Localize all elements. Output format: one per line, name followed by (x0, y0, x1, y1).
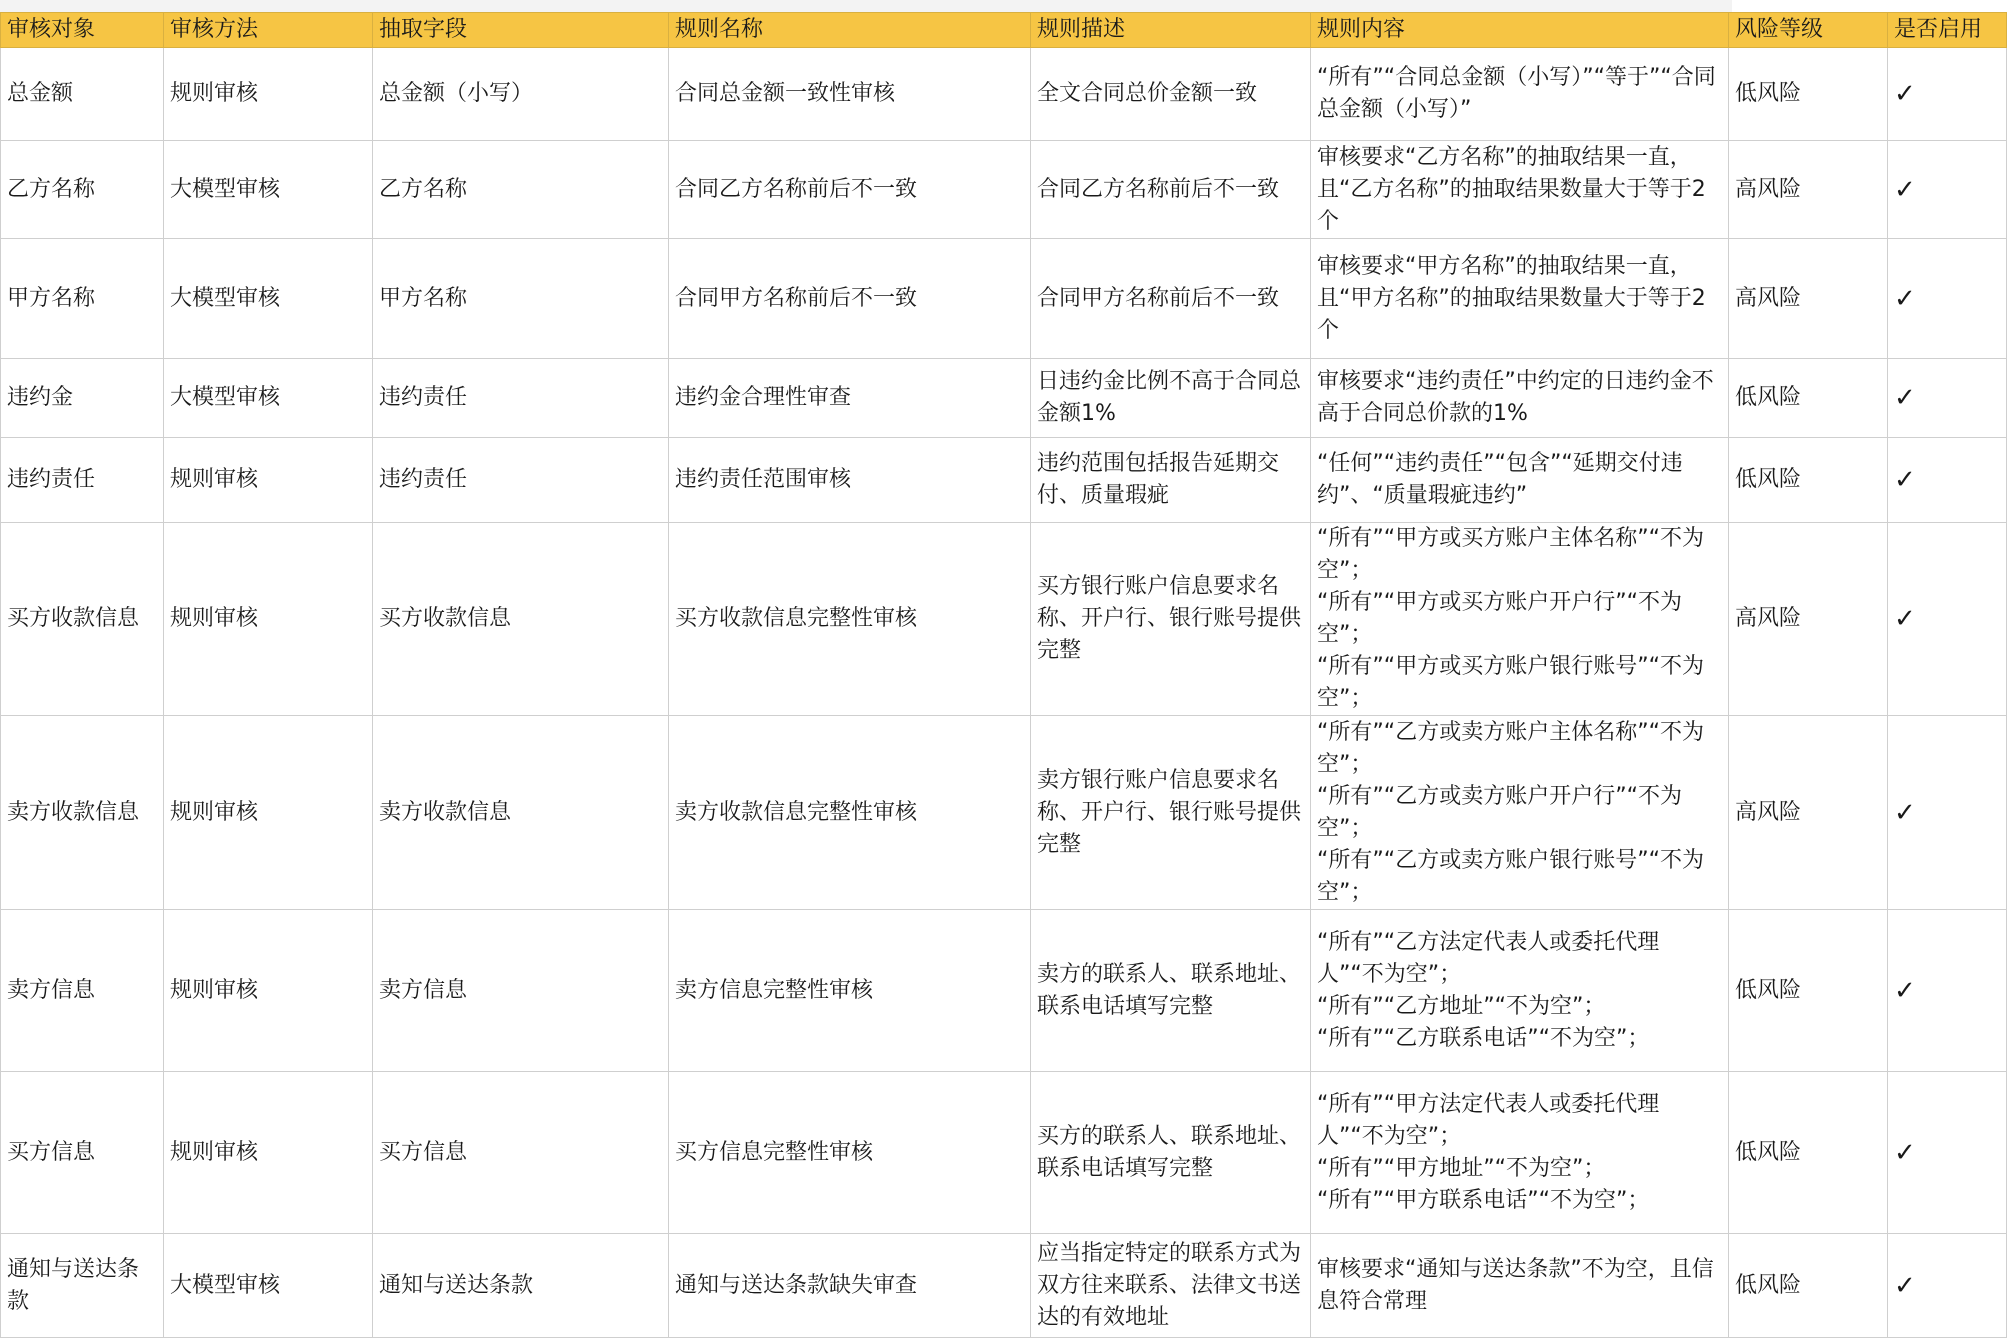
cell-rule-content[interactable]: “所有”“乙方或卖方账户主体名称”“不为空”； “所有”“乙方或卖方账户开户行”“不为空”； “所有”“乙方或卖方账户银行账号”“不为空”； (1311, 716, 1729, 910)
cell-rule-name[interactable]: 买方收款信息完整性审核 (669, 523, 1031, 716)
header-extract-field[interactable]: 抽取字段 (373, 13, 669, 48)
table-row (1, 141, 2007, 239)
cell-rule-description[interactable]: 买方的联系人、联系地址、联系电话填写完整 (1031, 1072, 1311, 1234)
cell-audit-method[interactable]: 大模型审核 (164, 141, 373, 239)
cell-audit-object[interactable]: 违约金 (1, 359, 164, 438)
cell-rule-content[interactable]: “所有”“甲方或买方账户主体名称”“不为空”； “所有”“甲方或买方账户开户行”“不为空”； “所有”“甲方或买方账户银行账号”“不为空”； (1311, 523, 1729, 716)
table-row (1, 523, 2007, 716)
cell-audit-method[interactable]: 规则审核 (164, 1072, 373, 1234)
cell-extract-field[interactable]: 总金额（小写） (373, 48, 669, 141)
cell-rule-description[interactable]: 合同甲方名称前后不一致 (1031, 239, 1311, 359)
cell-extract-field[interactable]: 甲方名称 (373, 239, 669, 359)
cell-rule-description[interactable]: 卖方的联系人、联系地址、联系电话填写完整 (1031, 910, 1311, 1072)
cell-audit-method[interactable]: 规则审核 (164, 438, 373, 523)
cell-extract-field[interactable]: 买方收款信息 (373, 523, 669, 716)
cell-extract-field[interactable]: 违约责任 (373, 359, 669, 438)
header-audit-method[interactable]: 审核方法 (164, 13, 373, 48)
header-rule-name[interactable]: 规则名称 (669, 13, 1031, 48)
cell-audit-method[interactable]: 大模型审核 (164, 239, 373, 359)
cell-rule-content[interactable]: 审核要求“甲方名称”的抽取结果一直，且“甲方名称”的抽取结果数量大于等于2个 (1311, 239, 1729, 359)
cell-rule-description[interactable]: 违约范围包括报告延期交付、质量瑕疵 (1031, 438, 1311, 523)
cell-risk-level[interactable]: 低风险 (1729, 910, 1888, 1072)
header-rule-content[interactable]: 规则内容 (1311, 13, 1729, 48)
cell-extract-field[interactable]: 卖方信息 (373, 910, 669, 1072)
cell-risk-level[interactable]: 高风险 (1729, 141, 1888, 239)
cell-rule-name[interactable]: 卖方收款信息完整性审核 (669, 716, 1031, 910)
cell-extract-field[interactable]: 买方信息 (373, 1072, 669, 1234)
cell-extract-field[interactable]: 卖方收款信息 (373, 716, 669, 910)
cell-rule-name[interactable]: 买方信息完整性审核 (669, 1072, 1031, 1234)
cell-audit-method[interactable]: 规则审核 (164, 910, 373, 1072)
cell-rule-description[interactable]: 全文合同总价金额一致 (1031, 48, 1311, 141)
cell-rule-content[interactable]: “所有”“甲方法定代表人或委托代理人”“不为空”； “所有”“甲方地址”“不为空”； “所有”“甲方联系电话”“不为空”； (1311, 1072, 1729, 1234)
cell-extract-field[interactable]: 违约责任 (373, 438, 669, 523)
cell-rule-name[interactable]: 卖方信息完整性审核 (669, 910, 1031, 1072)
table-row (1, 239, 2007, 359)
table-row (1, 438, 2007, 523)
table-row (1, 1072, 2007, 1234)
cell-risk-level[interactable]: 低风险 (1729, 1234, 1888, 1338)
cell-rule-name[interactable]: 违约金合理性审查 (669, 359, 1031, 438)
cell-rule-description[interactable]: 合同乙方名称前后不一致 (1031, 141, 1311, 239)
cell-risk-level[interactable]: 高风险 (1729, 239, 1888, 359)
cell-rule-name[interactable]: 合同总金额一致性审核 (669, 48, 1031, 141)
header-row (1, 13, 2007, 48)
cell-audit-method[interactable]: 规则审核 (164, 716, 373, 910)
cell-enabled-check[interactable]: ✓ (1888, 239, 2007, 359)
cell-rule-description[interactable]: 买方银行账户信息要求名称、开户行、银行账号提供完整 (1031, 523, 1311, 716)
cell-rule-content[interactable]: 审核要求“乙方名称”的抽取结果一直，且“乙方名称”的抽取结果数量大于等于2个 (1311, 141, 1729, 239)
header-risk-level[interactable]: 风险等级 (1729, 13, 1888, 48)
cell-rule-content[interactable]: “任何”“违约责任”“包含”“延期交付违约”、“质量瑕疵违约” (1311, 438, 1729, 523)
header-audit-object[interactable]: 审核对象 (1, 13, 164, 48)
cell-risk-level[interactable]: 低风险 (1729, 48, 1888, 141)
cell-enabled-check[interactable]: ✓ (1888, 1072, 2007, 1234)
table-row (1, 1234, 2007, 1338)
cell-rule-name[interactable]: 合同甲方名称前后不一致 (669, 239, 1031, 359)
cell-enabled-check[interactable]: ✓ (1888, 1234, 2007, 1338)
cell-rule-content[interactable]: 审核要求“违约责任”中约定的日违约金不高于合同总价款的1% (1311, 359, 1729, 438)
cell-enabled-check[interactable]: ✓ (1888, 48, 2007, 141)
cell-extract-field[interactable]: 乙方名称 (373, 141, 669, 239)
cell-audit-object[interactable]: 通知与送达条款 (1, 1234, 164, 1338)
cell-enabled-check[interactable]: ✓ (1888, 141, 2007, 239)
cell-audit-object[interactable]: 买方信息 (1, 1072, 164, 1234)
cell-audit-method[interactable]: 规则审核 (164, 48, 373, 141)
table-row (1, 910, 2007, 1072)
cell-risk-level[interactable]: 低风险 (1729, 359, 1888, 438)
cell-risk-level[interactable]: 低风险 (1729, 1072, 1888, 1234)
cell-rule-content[interactable]: “所有”“乙方法定代表人或委托代理人”“不为空”； “所有”“乙方地址”“不为空”； “所有”“乙方联系电话”“不为空”； (1311, 910, 1729, 1072)
cell-audit-object[interactable]: 卖方信息 (1, 910, 164, 1072)
cell-audit-method[interactable]: 大模型审核 (164, 359, 373, 438)
cell-audit-method[interactable]: 规则审核 (164, 523, 373, 716)
cell-rule-name[interactable]: 合同乙方名称前后不一致 (669, 141, 1031, 239)
cell-rule-name[interactable]: 通知与送达条款缺失审查 (669, 1234, 1031, 1338)
cell-enabled-check[interactable]: ✓ (1888, 716, 2007, 910)
cell-audit-object[interactable]: 乙方名称 (1, 141, 164, 239)
cell-enabled-check[interactable]: ✓ (1888, 438, 2007, 523)
cell-enabled-check[interactable]: ✓ (1888, 910, 2007, 1072)
table-row (1, 48, 2007, 141)
cell-audit-method[interactable]: 大模型审核 (164, 1234, 373, 1338)
cell-rule-content[interactable]: 审核要求“通知与送达条款”不为空，且信息符合常理 (1311, 1234, 1729, 1338)
cell-rule-description[interactable]: 应当指定特定的联系方式为双方往来联系、法律文书送达的有效地址 (1031, 1234, 1311, 1338)
header-rule-description[interactable]: 规则描述 (1031, 13, 1311, 48)
rules-table (0, 12, 2007, 1338)
cell-risk-level[interactable]: 低风险 (1729, 438, 1888, 523)
cell-audit-object[interactable]: 卖方收款信息 (1, 716, 164, 910)
header-enabled[interactable]: 是否启用 (1888, 13, 2007, 48)
cell-enabled-check[interactable]: ✓ (1888, 523, 2007, 716)
cell-rule-description[interactable]: 日违约金比例不高于合同总金额1% (1031, 359, 1311, 438)
cell-risk-level[interactable]: 高风险 (1729, 523, 1888, 716)
cell-enabled-check[interactable]: ✓ (1888, 359, 2007, 438)
table-row (1, 359, 2007, 438)
table-row (1, 716, 2007, 910)
cell-risk-level[interactable]: 高风险 (1729, 716, 1888, 910)
cell-audit-object[interactable]: 违约责任 (1, 438, 164, 523)
cell-audit-object[interactable]: 总金额 (1, 48, 164, 141)
cell-rule-name[interactable]: 违约责任范围审核 (669, 438, 1031, 523)
cell-audit-object[interactable]: 买方收款信息 (1, 523, 164, 716)
cell-audit-object[interactable]: 甲方名称 (1, 239, 164, 359)
cell-extract-field[interactable]: 通知与送达条款 (373, 1234, 669, 1338)
cell-rule-content[interactable]: “所有”“合同总金额（小写）”“等于”“合同总金额（小写）” (1311, 48, 1729, 141)
cell-rule-description[interactable]: 卖方银行账户信息要求名称、开户行、银行账号提供完整 (1031, 716, 1311, 910)
